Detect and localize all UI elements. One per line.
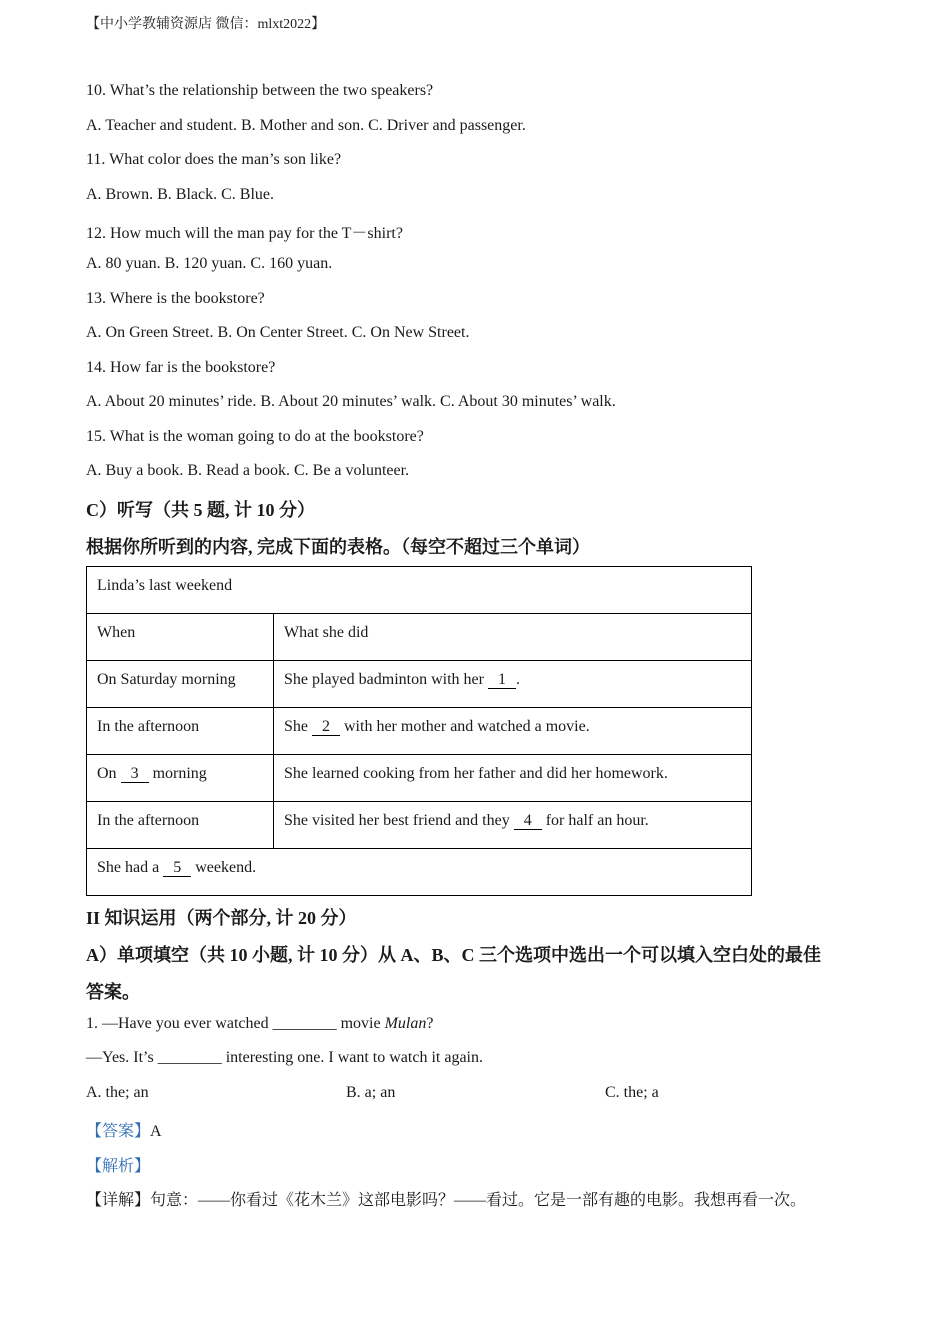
cell-text: morning <box>148 765 207 782</box>
col-header-when: When <box>87 614 274 661</box>
table-row <box>87 755 752 802</box>
options-14: A. About 20 minutes’ ride. B. About 20 minutes’ walk. C. About 30 minutes’ walk. <box>86 393 616 410</box>
cell-text: She had a <box>97 859 164 876</box>
detail-explanation: 【详解】句意：——你看过《花木兰》这部电影吗？——看过。它是一部有趣的电影。我想再看一次。 <box>86 1192 807 1209</box>
cell-text: She <box>284 718 312 735</box>
movie-title: Mulan <box>384 1015 427 1032</box>
question-11: 11. What color does the man’s son like? <box>86 151 342 168</box>
cell-text: for half an hour. <box>541 812 649 829</box>
blank-1: 1 <box>488 672 516 689</box>
blank-3: 3 <box>121 766 149 783</box>
table-cell: On Saturday morning <box>87 661 274 708</box>
cell-text: On <box>97 765 121 782</box>
cell-text: She played badminton with her <box>284 671 488 688</box>
answer-label: 【答案】 <box>86 1123 151 1140</box>
question-text: ? <box>426 1015 434 1032</box>
table-row <box>87 567 752 614</box>
table-cell <box>274 802 752 849</box>
table-cell <box>274 708 752 755</box>
section-c-title: C）听写（共 5 题, 计 10 分） <box>86 500 315 520</box>
blank-2: 2 <box>312 719 340 736</box>
options-12: A. 80 yuan. B. 120 yuan. C. 160 yuan. <box>86 255 333 272</box>
blank-4: 4 <box>514 813 542 830</box>
cell-text: weekend. <box>191 859 257 876</box>
options-10: A. Teacher and student. B. Mother and son. C. Driver and passenger. <box>86 117 526 134</box>
blank-5: 5 <box>163 860 191 877</box>
cell-text: She visited her best friend and they <box>284 812 514 829</box>
question-13: 13. Where is the bookstore? <box>86 290 265 307</box>
option-b: B. a; an <box>346 1084 396 1101</box>
table-row <box>87 849 752 896</box>
answer-line <box>86 1118 162 1141</box>
table-cell <box>87 849 752 896</box>
option-c: C. the; a <box>605 1084 659 1101</box>
question-14: 14. How far is the bookstore? <box>86 359 276 376</box>
col-header-did: What she did <box>274 614 752 661</box>
cell-text: . <box>515 671 520 688</box>
part-2a-title: A）单项填空（共 10 小题, 计 10 分）从 A、B、C 三个选项中选出一个可以填入空白处的最佳 <box>86 945 821 965</box>
table-row <box>87 614 752 661</box>
table-cell: In the afternoon <box>87 802 274 849</box>
analysis-label: 【解析】 <box>86 1158 151 1175</box>
part-2a-title-cont: 答案。 <box>86 982 140 1002</box>
cell-text: with her mother and watched a movie. <box>340 718 590 735</box>
table-title: Linda’s last weekend <box>87 567 752 614</box>
question-text: 1. —Have you ever watched ________ movie <box>86 1015 385 1032</box>
option-a: A. the; an <box>86 1084 149 1101</box>
question-1 <box>86 1015 433 1033</box>
table-row <box>87 661 752 708</box>
question-12: 12. How much will the man pay for the T－shirt? <box>86 225 403 242</box>
table-cell <box>87 755 274 802</box>
question-15: 15. What is the woman going to do at the bookstore? <box>86 428 424 445</box>
listening-table <box>86 566 752 896</box>
table-cell: She learned cooking from her father and did her homework. <box>274 755 752 802</box>
table-row <box>87 802 752 849</box>
part-2-title: II 知识运用（两个部分, 计 20 分） <box>86 908 357 928</box>
table-row <box>87 708 752 755</box>
options-13: A. On Green Street. B. On Center Street. C. On New Street. <box>86 324 470 341</box>
watermark-header: 【中小学教辅资源店 微信：mlxt2022】 <box>86 17 326 32</box>
question-1-reply: —Yes. It’s ________ interesting one. I want to watch it again. <box>86 1049 483 1066</box>
table-cell: In the afternoon <box>87 708 274 755</box>
question-10: 10. What’s the relationship between the two speakers? <box>86 82 434 99</box>
options-11: A. Brown. B. Black. C. Blue. <box>86 186 274 203</box>
table-cell <box>274 661 752 708</box>
options-15: A. Buy a book. B. Read a book. C. Be a volunteer. <box>86 462 410 479</box>
answer-value: A <box>150 1123 162 1140</box>
section-c-instruction: 根据你所听到的内容, 完成下面的表格。（每空不超过三个单词） <box>86 537 590 557</box>
